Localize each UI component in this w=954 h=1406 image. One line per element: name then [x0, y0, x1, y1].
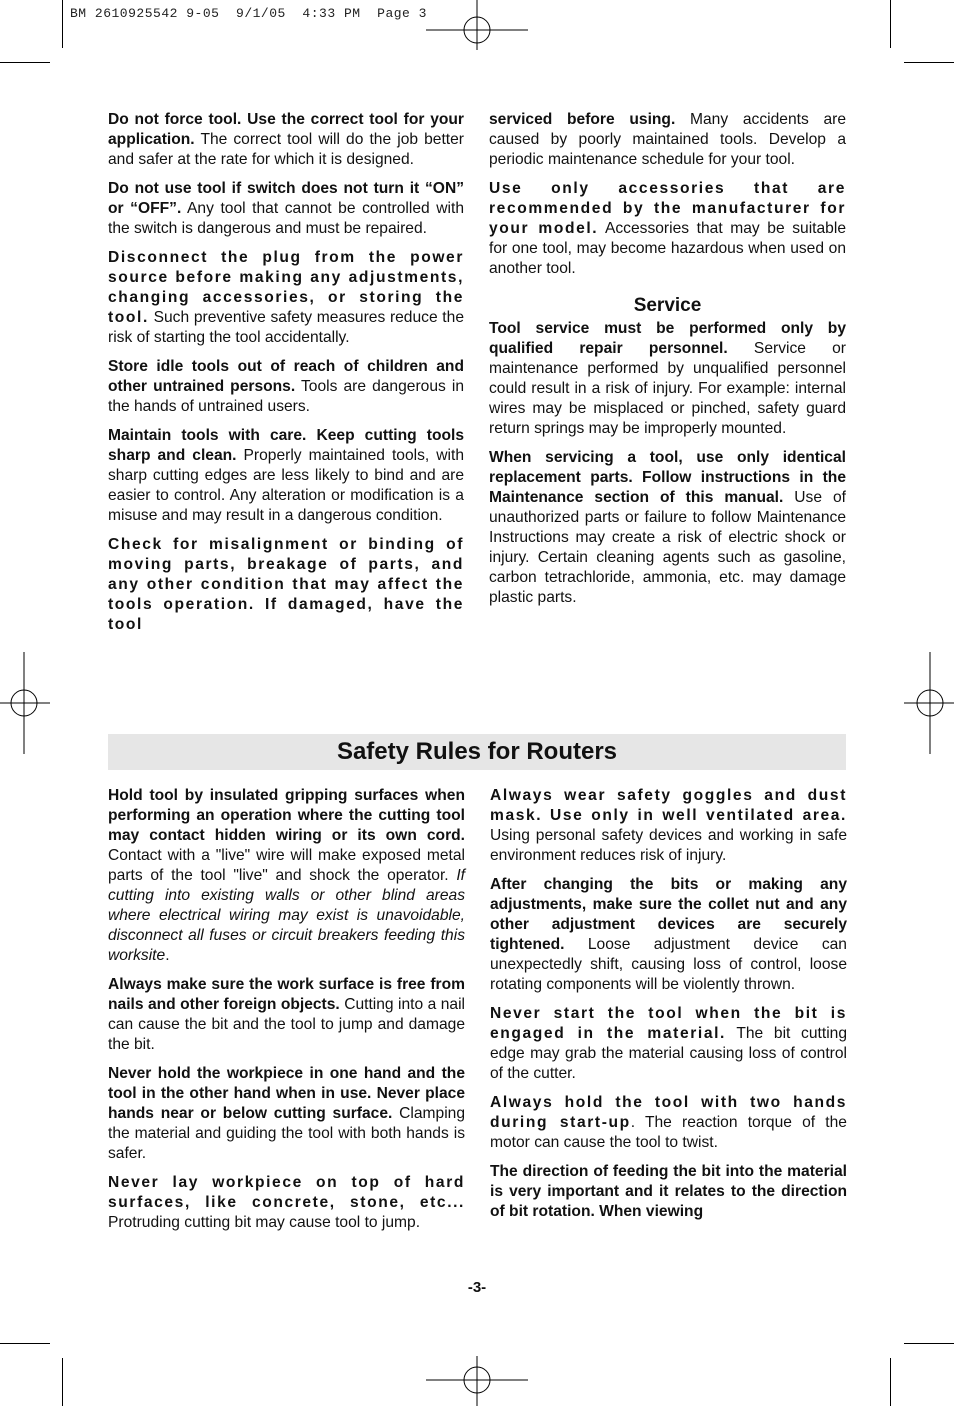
rule-text: Many accidents are caused by poorly maintained tools. Develop a periodic maintenance schedule for your tool.	[489, 111, 846, 168]
rule-heading: Always hold the tool with two hands during start-up	[490, 1094, 847, 1131]
service-heading: Service	[633, 295, 702, 316]
rule-text: Clamping the material and guiding the tool with both hands is safer.	[108, 1105, 465, 1162]
registration-mark-right	[904, 652, 954, 754]
rule-text: Properly maintained tools, with sharp cutting edges are less likely to bind and are easier to control. Any alteration or modification is a misuse and may result in a dangerous condition.	[108, 447, 465, 524]
rule-heading: Do not use tool if switch does not turn it “ON” or “OFF”.	[108, 180, 464, 217]
rule-accessories	[489, 179, 846, 279]
rule-text: Use of unauthorized parts or failure to follow Maintenance Instructions may create a risk of electric shock or injury. Certain cleaning agents such as gasoline, carbon tetrachloride, ammonia, etc. may damage plastic parts.	[489, 489, 846, 606]
rule-text: Protruding cutting bit may cause tool to jump.	[108, 1214, 421, 1231]
rule-check-misalignment	[108, 535, 464, 635]
rule-heading: Always make sure the work surface is free from nails and other foreign objects.	[108, 976, 465, 1013]
rule-hard-surfaces	[108, 1173, 465, 1233]
rule-heading: The direction of feeding the bit into the material is very important and it relates to the direction of bit rotation. When viewing	[490, 1163, 847, 1220]
section-banner-title: Safety Rules for Routers	[108, 734, 846, 770]
rule-heading: Store idle tools out of reach of children and other untrained persons.	[108, 358, 464, 395]
bottom-left-column	[108, 786, 465, 1242]
rule-text: Tools are dangerous in the hands of untrained users.	[108, 378, 464, 415]
rule-qualified-service	[489, 319, 846, 439]
rule-heading: Never lay workpiece on top of hard surfaces, like concrete, stone, etc...	[108, 1174, 465, 1211]
rule-heading: When servicing a tool, use only identical replacement parts. Follow instructions in the Maintenance section of this manual.	[489, 449, 846, 506]
rule-text: The bit cutting edge may grab the material causing loss of control of the cutter.	[490, 1025, 847, 1082]
rule-disconnect-plug	[108, 248, 464, 348]
rule-switch	[108, 179, 464, 239]
rule-heading: Check for misalignment or binding of moving parts, breakage of parts, and any other condition that may affect the tools operation. If damaged, have the tool	[108, 536, 464, 633]
rule-text: .	[165, 947, 170, 964]
rule-feed-direction	[490, 1162, 847, 1222]
registration-mark-bottom	[426, 1356, 528, 1406]
bottom-right-column	[490, 786, 847, 1231]
rule-changing-bits	[490, 875, 847, 995]
rule-heading: Hold tool by insulated gripping surfaces when performing an operation where the cutting tool may contact hidden wiring or its own cord.	[108, 787, 465, 844]
rule-text: Accessories that may be suitable for one tool, may become hazardous when used on another tool.	[489, 220, 846, 277]
rule-heading: Do not force tool. Use the correct tool for your application.	[108, 111, 464, 148]
page-number: -3-	[467, 1279, 487, 1296]
rule-heading: Use only accessories that are recommended by the manufacturer for your model.	[489, 180, 846, 237]
rule-identical-parts	[489, 448, 846, 608]
rule-text: Cutting into a nail can cause the bit and the tool to jump and damage the bit.	[108, 996, 466, 1053]
rule-text: Any tool that cannot be controlled with the switch is dangerous and must be repaired.	[108, 200, 464, 237]
rule-force-tool	[108, 110, 464, 170]
rule-heading: After changing the bits or making any adjustments, make sure the collet nut and any other adjustment devices are securely tightened.	[490, 876, 847, 953]
rule-heading: Maintain tools with care. Keep cutting tools sharp and clean.	[108, 427, 464, 464]
rule-text: Loose adjustment device can unexpectedly shift, causing loss of control, loose rotating components will be violently thrown.	[490, 936, 847, 993]
rule-maintain-tools	[108, 426, 464, 526]
rule-heading: Always wear safety goggles and dust mask. Use only in well ventilated area.	[490, 787, 847, 824]
rule-italic-text: If cutting into existing walls or other blind areas where electrical wiring may exist is unavoidable, disconnect all fuses or circuit breakers feeding this worksite	[108, 867, 465, 964]
rule-text: The correct tool will do the job better and safer at the rate for which it is designed.	[108, 131, 464, 168]
rule-serviced-before-using	[489, 110, 846, 170]
rule-heading: serviced before using.	[489, 111, 676, 128]
rule-heading: Never start the tool when the bit is engaged in the material.	[490, 1005, 847, 1042]
rule-text: . The reaction torque of the motor can cause the tool to twist.	[490, 1114, 847, 1151]
registration-mark-left	[0, 652, 50, 754]
rule-text: Contact with a "live" wire will make exposed metal parts of the tool "live" and shock the operator.	[108, 847, 465, 884]
rule-text: Using personal safety devices and working in safe environment reduces risk of injury.	[490, 827, 847, 864]
rule-safety-goggles	[490, 786, 847, 866]
top-right-column	[489, 110, 846, 617]
rule-store-idle-tools	[108, 357, 464, 417]
rule-text: Service or maintenance performed by unqualified personnel could result in a risk of injury. For example: internal wires may be misplaced or pinched, safety guard return springs may be improperly mounted.	[489, 340, 846, 437]
rule-never-start-engaged	[490, 1004, 847, 1084]
rule-two-hands	[490, 1093, 847, 1153]
rule-text: Such preventive safety measures reduce the risk of starting the tool accidentally.	[108, 309, 464, 346]
rule-hold-workpiece	[108, 1064, 465, 1164]
registration-mark-top	[426, 0, 528, 50]
print-slug: BM 2610925542 9-05 9/1/05 4:33 PM Page 3	[70, 6, 427, 21]
rule-heading: Disconnect the plug from the power source before making any adjustments, changing accessories, or storing the tool.	[108, 249, 464, 326]
rule-work-surface	[108, 975, 465, 1055]
rule-heading: Tool service must be performed only by qualified repair personnel.	[489, 320, 846, 357]
rule-insulated-surfaces	[108, 786, 465, 966]
rule-heading: Never hold the workpiece in one hand and the tool in the other hand when in use. Never place hands near or below cutting surface.	[108, 1065, 465, 1122]
top-left-column	[108, 110, 464, 644]
